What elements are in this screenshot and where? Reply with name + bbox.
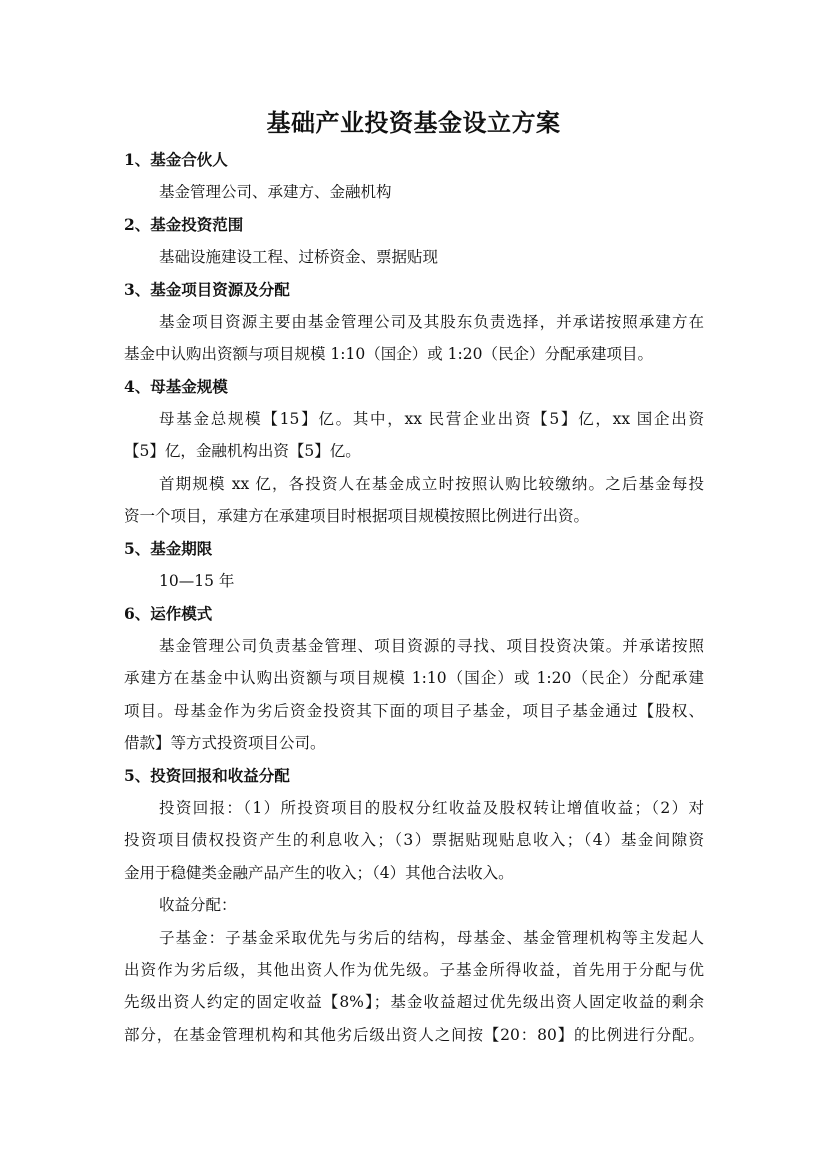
paragraph-line: 投资回报：（1）所投资项目的股权分红收益及股权转让增值收益；（2）对 [159,799,704,817]
paragraph-line: 投资项目债权投资产生的利息收入；（3）票据贴现贴息收入；（4）基金间隙资 [124,831,704,849]
paragraph-line: 10—15 年 [159,572,235,590]
paragraph-line: 先级出资人约定的固定收益【8%】；基金收益超过优先级出资人固定收益的剩余 [124,993,704,1011]
document-title: 基础产业投资基金设立方案 [266,108,561,137]
paragraph-line: 收益分配： [159,896,237,914]
section-heading-returns-distribution: 5、投资回报和收益分配 [124,766,290,785]
paragraph-line: 子基金：子基金采取优先与劣后的结构，母基金、基金管理机构等主发起人 [159,929,704,947]
paragraph-line: 出资作为劣后级，其他出资人作为优先级。子基金所得收益，首先用于分配与优 [124,961,704,979]
paragraph-line: 基金项目资源主要由基金管理公司及其股东负责选择，并承诺按照承建方在 [159,313,704,331]
paragraph-line: 项目。母基金作为劣后资金投资其下面的项目子基金，项目子基金通过【股权、 [124,702,704,720]
section-heading-operation-model: 6、运作模式 [124,604,213,623]
paragraph-line: 基础设施建设工程、过桥资金、票据贴现 [159,248,439,266]
paragraph-line: 首期规模 xx 亿，各投资人在基金成立时按照认购比较缴纳。之后基金每投 [159,475,704,493]
paragraph-line: 基金管理公司、承建方、金融机构 [159,183,392,201]
paragraph-line: 基金中认购出资额与项目规模 1:10（国企）或 1:20（民企）分配承建项目。 [124,345,653,363]
section-heading-project-resources: 3、基金项目资源及分配 [124,280,290,299]
paragraph-line: 承建方在基金中认购出资额与项目规模 1:10（国企）或 1:20（民企）分配承建 [124,669,704,687]
section-heading-investment-scope: 2、基金投资范围 [124,215,244,234]
section-heading-fund-term: 5、基金期限 [124,539,213,558]
section-heading-fund-size: 4、母基金规模 [124,377,228,396]
paragraph-line: 资一个项目，承建方在承建项目时根据项目规模按照比例进行出资。 [124,507,590,525]
paragraph-line: 金用于稳健类金融产品产生的收入；（4）其他合法收入。 [124,864,514,882]
paragraph-line: 母基金总规模【15】亿。其中，xx 民营企业出资【5】亿，xx 国企出资 [159,410,704,428]
paragraph-line: 借款】等方式投资项目公司。 [124,734,326,752]
paragraph-line: 【5】亿，金融机构出资【5】亿。 [124,442,361,460]
section-heading-partners: 1、基金合伙人 [124,150,228,169]
paragraph-line: 基金管理公司负责基金管理、项目资源的寻找、项目投资决策。并承诺按照 [159,637,704,655]
paragraph-line: 部分，在基金管理机构和其他劣后级出资人之间按【20：80】的比例进行分配。 [124,1026,704,1044]
